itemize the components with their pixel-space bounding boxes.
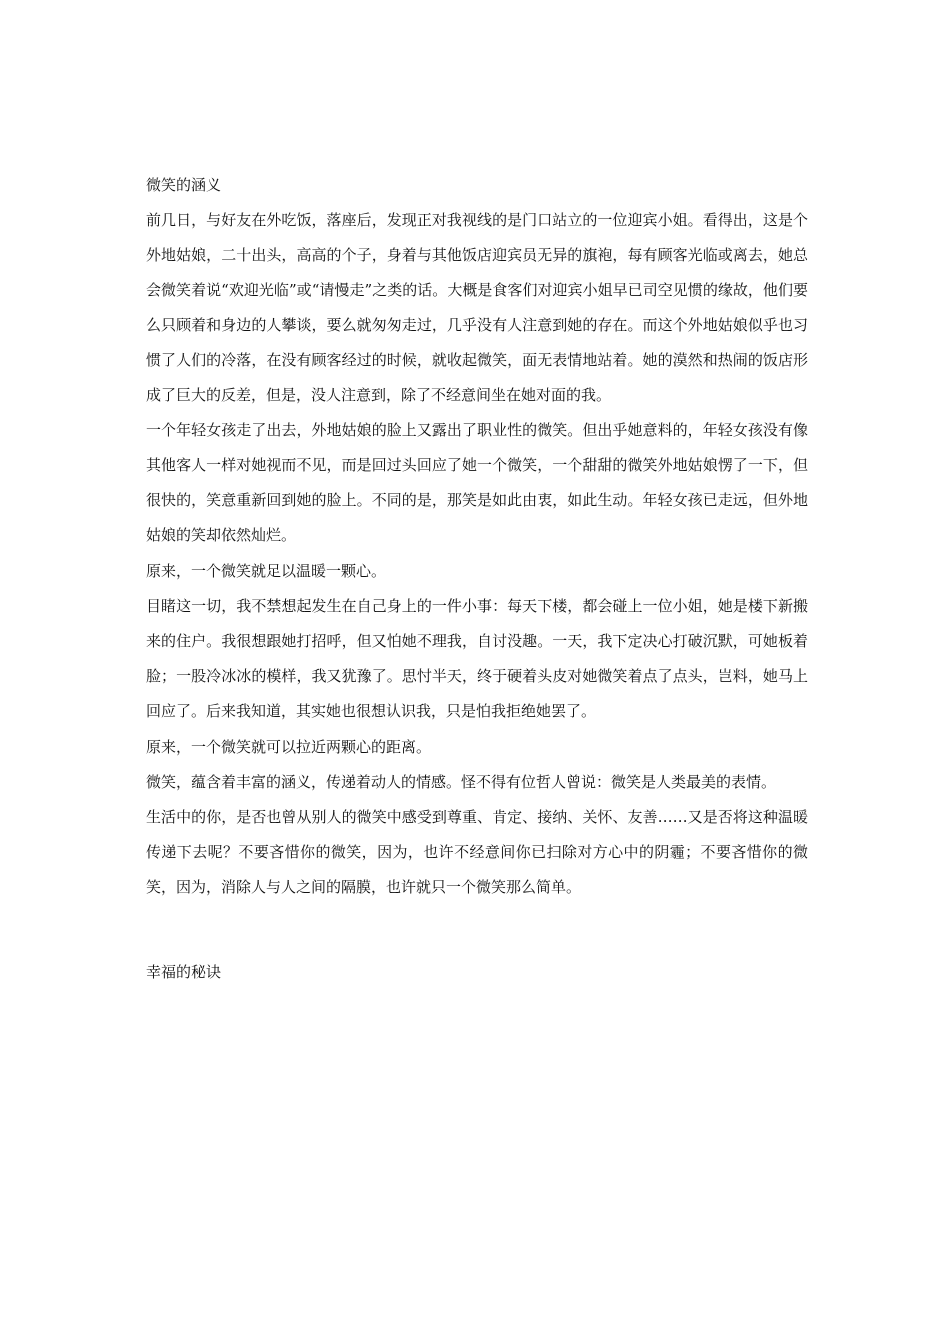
paragraph-4: 目睹这一切，我不禁想起发生在自己身上的一件小事：每天下楼，都会碰上一位小姐，她是楼下新搬来的住户。我很想跟她打招呼，但又怕她不理我，自讨没趣。一天，我下定决心打破沉默，可她板着脸；一股冷冰冰的模样，我又犹豫了。思忖半天，终于硬着头皮对她微笑着点了点头，岂料，她马上回应了。后来我知道，其实她也很想认识我，只是怕我拒绝她罢了。 bbox=[146, 597, 808, 720]
paragraph-7: 生活中的你，是否也曾从别人的微笑中感受到尊重、肯定、接纳、关怀、友善……又是否将这种温暖传递下去呢？不要吝惜你的微笑，因为，也许不经意间你已扫除对方心中的阴霾；不要吝惜你的微笑，因为，消除人与人之间的隔膜，也许就只一个微笑那么简单。 bbox=[146, 808, 808, 896]
paragraph-5: 原来，一个微笑就可以拉近两颗心的距离。 bbox=[146, 738, 432, 756]
paragraph-6: 微笑，蕴含着丰富的涵义，传递着动人的情感。怪不得有位哲人曾说：微笑是人类最美的表情。 bbox=[146, 773, 777, 791]
paragraph-1: 前几日，与好友在外吃饭，落座后，发现正对我视线的是门口站立的一位迎宾小姐。看得出，这是个外地姑娘，二十出头，高高的个子，身着与其他饭店迎宾员无异的旗袍，每有顾客光临或离去，她总会微笑着说“欢迎光临”或“请慢走”之类的话。大概是食客们对迎宾小姐早已司空见惯的缘故，他们要么只顾着和身边的人攀谈，要么就匆匆走过，几乎没有人注意到她的存在。而这个外地姑娘似乎也习惯了人们的冷落，在没有顾客经过的时候，就收起微笑，面无表情地站着。她的漠然和热闹的饭店形成了巨大的反差，但是，没人注意到，除了不经意间坐在她对面的我。 bbox=[146, 211, 808, 404]
section-title-happiness: 幸福的秘诀 bbox=[146, 963, 222, 981]
section-title-smile: 微笑的涵义 bbox=[146, 176, 222, 194]
document-body bbox=[146, 168, 808, 990]
paragraph-3: 原来，一个微笑就足以温暖一颗心。 bbox=[146, 562, 387, 580]
paragraph-2: 一个年轻女孩走了出去，外地姑娘的脸上又露出了职业性的微笑。但出乎她意料的，年轻女孩没有像其他客人一样对她视而不见，而是回过头回应了她一个微笑，一个甜甜的微笑外地姑娘愣了一下，但很快的，笑意重新回到她的脸上。不同的是，那笑是如此由衷，如此生动。年轻女孩已走远，但外地姑娘的笑却依然灿烂。 bbox=[146, 421, 808, 544]
section-spacer bbox=[146, 905, 808, 955]
